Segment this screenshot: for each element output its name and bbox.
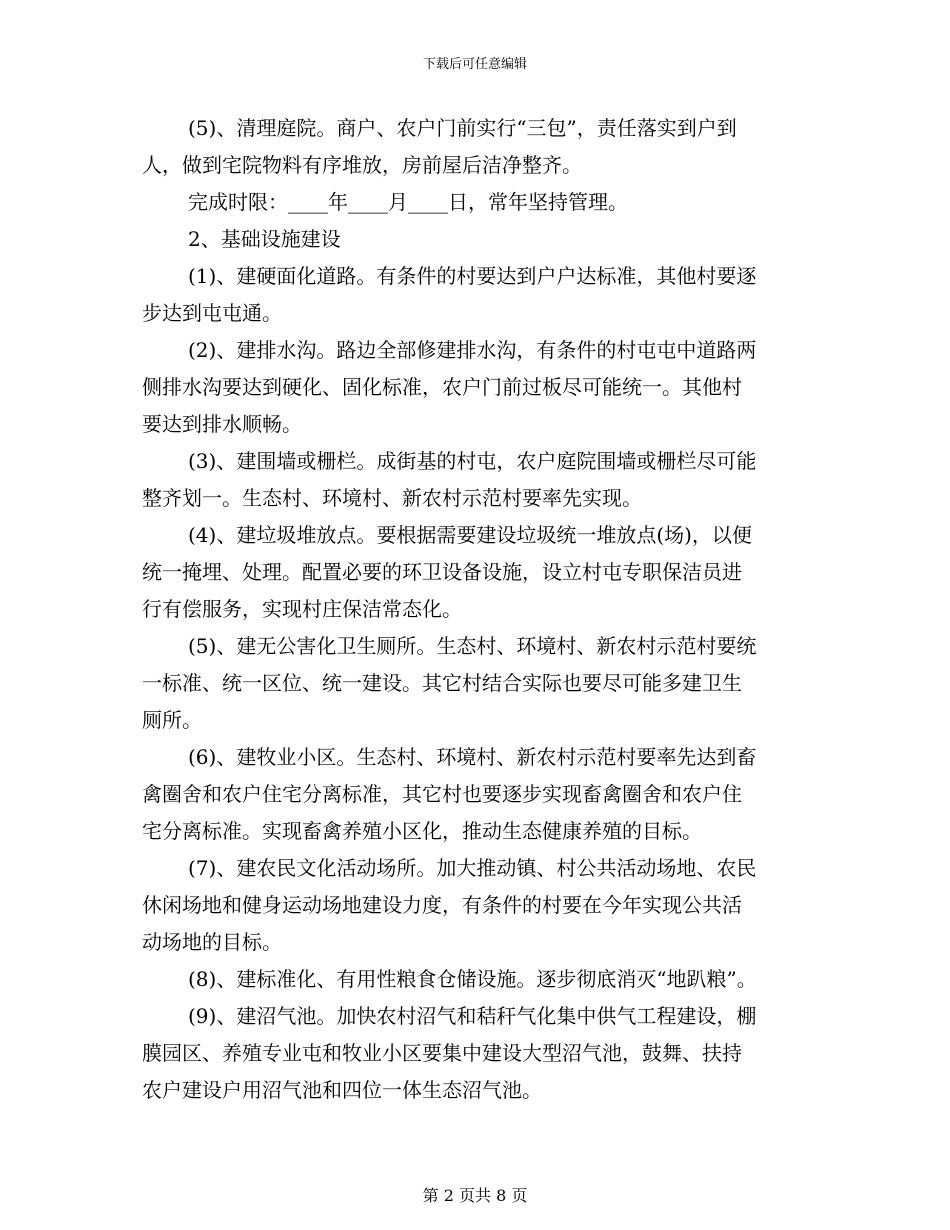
paragraph	[142, 517, 817, 628]
paragraph-line: (1)、建硬面化道路。有条件的村要达到户户达标准，其他村要逐	[188, 264, 757, 288]
paragraph-line: (4)、建垃圾堆放点。要根据需要建设垃圾统一堆放点(场)，以便	[188, 523, 752, 547]
paragraph-line: 膜园区、养殖专业屯和牧业小区要集中建设大型沼气池，鼓舞、扶持	[142, 1041, 742, 1065]
paragraph	[142, 332, 817, 443]
paragraph-line: 动场地的目标。	[142, 930, 282, 954]
paragraph-line: 宅分离标准。实现畜禽养殖小区化，推动生态健康养殖的目标。	[142, 819, 702, 843]
paragraph-line: 休闲场地和健身运动场地建设力度，有条件的村要在今年实现公共活	[142, 893, 742, 917]
paragraph-line: (9)、建沼气池。加快农村沼气和秸秆气化集中供气工程建设，棚	[188, 1004, 757, 1028]
page-header: 下载后可任意编辑	[422, 57, 527, 72]
paragraph-line: 一标准、统一区位、统一建设。其它村结合实际也要尽可能多建卫生	[142, 671, 742, 695]
paragraph-line: (5)、清理庭院。商户、农户门前实行“三包”，责任落实到户到	[188, 116, 737, 140]
paragraph-line: (6)、建牧业小区。生态村、环境村、新农村示范村要率先达到畜	[188, 745, 757, 769]
paragraph	[142, 961, 817, 998]
paragraph-line: 步达到屯屯通。	[142, 301, 282, 325]
paragraph	[142, 221, 817, 258]
paragraph-line: 侧排水沟要达到硬化、固化标准，农户门前过板尽可能统一。其他村	[142, 375, 742, 399]
paragraph	[142, 850, 817, 961]
page-footer: 第 2 页共 8 页	[422, 1186, 528, 1205]
paragraph	[142, 998, 817, 1109]
paragraph	[142, 110, 817, 184]
paragraph-line: 厕所。	[142, 708, 202, 732]
paragraph	[142, 258, 817, 332]
paragraph-line: 人，做到宅院物料有序堆放，房前屋后洁净整齐。	[142, 153, 582, 177]
paragraph-line: 行有偿服务，实现村庄保洁常态化。	[142, 597, 462, 621]
paragraph-line: 要达到排水顺畅。	[142, 412, 302, 436]
paragraph	[142, 443, 817, 517]
paragraph-line: (7)、建农民文化活动场所。加大推动镇、村公共活动场地、农民	[188, 856, 757, 880]
paragraph-line: 2、基础设施建设	[188, 227, 341, 251]
paragraph-line: 禽圈舍和农户住宅分离标准，其它村也要逐步实现畜禽圈舍和农户住	[142, 782, 742, 806]
paragraph	[142, 184, 817, 221]
paragraph-line: (5)、建无公害化卫生厕所。生态村、环境村、新农村示范村要统	[188, 634, 757, 658]
paragraph-line: (3)、建围墙或栅栏。成街基的村屯，农户庭院围墙或栅栏尽可能	[188, 449, 757, 473]
paragraph	[142, 628, 817, 739]
paragraph	[142, 739, 817, 850]
paragraph-line: 农户建设户用沼气池和四位一体生态沼气池。	[142, 1078, 542, 1102]
paragraph-line: (2)、建排水沟。路边全部修建排水沟，有条件的村屯屯中道路两	[188, 338, 757, 362]
paragraph-line: (8)、建标准化、有用性粮食仓储设施。逐步彻底消灭“地趴粮”。	[188, 967, 757, 991]
paragraph-line: 完成时限：____年____月____日，常年坚持管理。	[188, 190, 628, 214]
paragraph-line: 统一掩埋、处理。配置必要的环卫设备设施，设立村屯专职保洁员进	[142, 560, 742, 584]
document-body	[142, 110, 817, 1109]
paragraph-line: 整齐划一。生态村、环境村、新农村示范村要率先实现。	[142, 486, 642, 510]
